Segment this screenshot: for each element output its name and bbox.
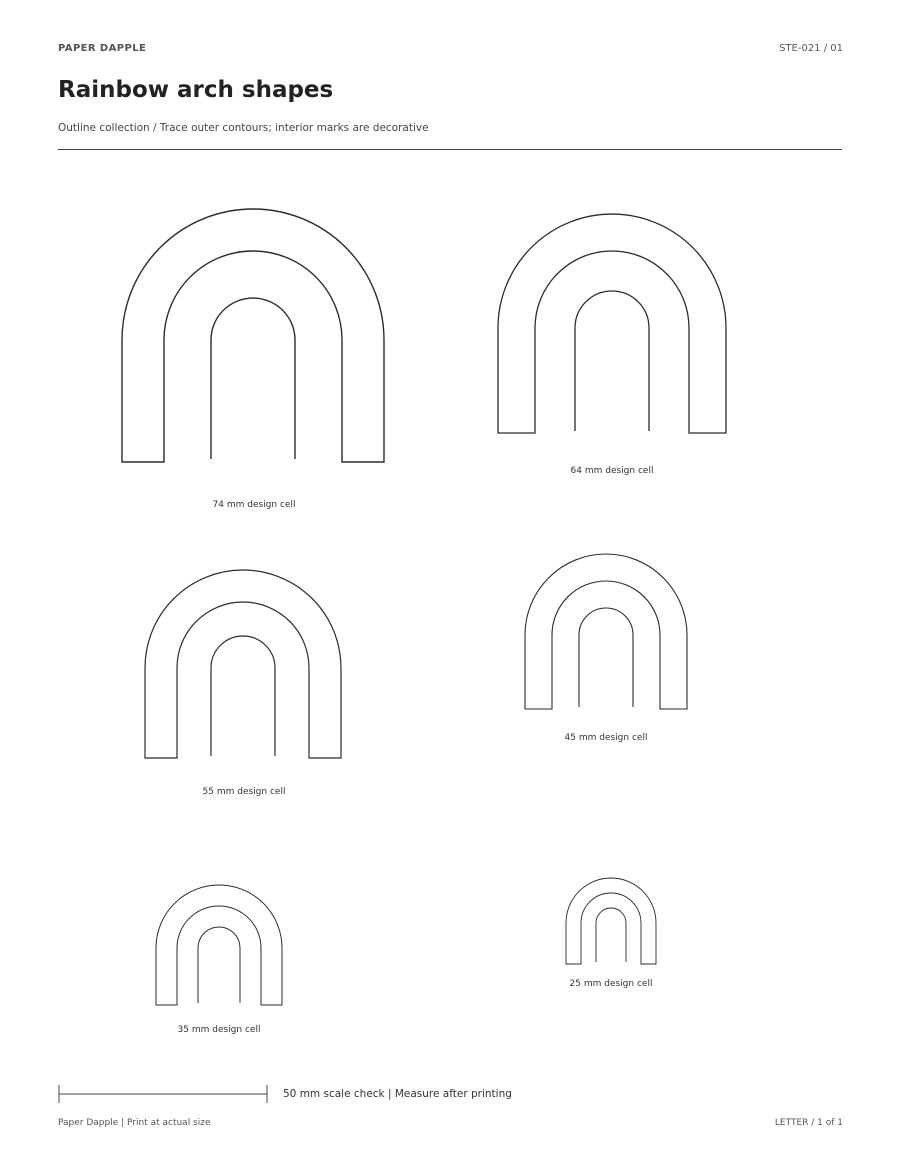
shape-caption: 74 mm design cell	[212, 500, 296, 510]
rainbow-arch-shape-45mm	[523, 553, 689, 712]
scale-check-label: 50 mm scale check | Measure after printing	[283, 1088, 512, 1100]
header-divider	[58, 149, 842, 150]
shape-caption: 35 mm design cell	[177, 1025, 261, 1035]
page-count: LETTER / 1 of 1	[774, 1118, 843, 1128]
scale-bar	[58, 1084, 268, 1104]
rainbow-arch-shape-74mm	[120, 207, 390, 465]
footer-note: Paper Dapple | Print at actual size	[58, 1118, 211, 1128]
page-title: Rainbow arch shapes	[58, 77, 334, 103]
rainbow-arch-shape-55mm	[143, 569, 345, 762]
shape-caption: 45 mm design cell	[564, 733, 648, 743]
shape-caption: 25 mm design cell	[569, 979, 653, 989]
shape-caption: 55 mm design cell	[202, 787, 286, 797]
page-subtitle: Outline collection / Trace outer contours; interior marks are decorative	[58, 122, 429, 134]
brand-label: PAPER DAPPLE	[58, 43, 147, 54]
rainbow-arch-shape-35mm	[154, 883, 284, 1008]
rainbow-arch-shape-64mm	[496, 213, 730, 437]
rainbow-arch-shape-25mm	[564, 876, 658, 967]
document-id: STE-021 / 01	[779, 43, 843, 54]
shape-caption: 64 mm design cell	[570, 466, 654, 476]
